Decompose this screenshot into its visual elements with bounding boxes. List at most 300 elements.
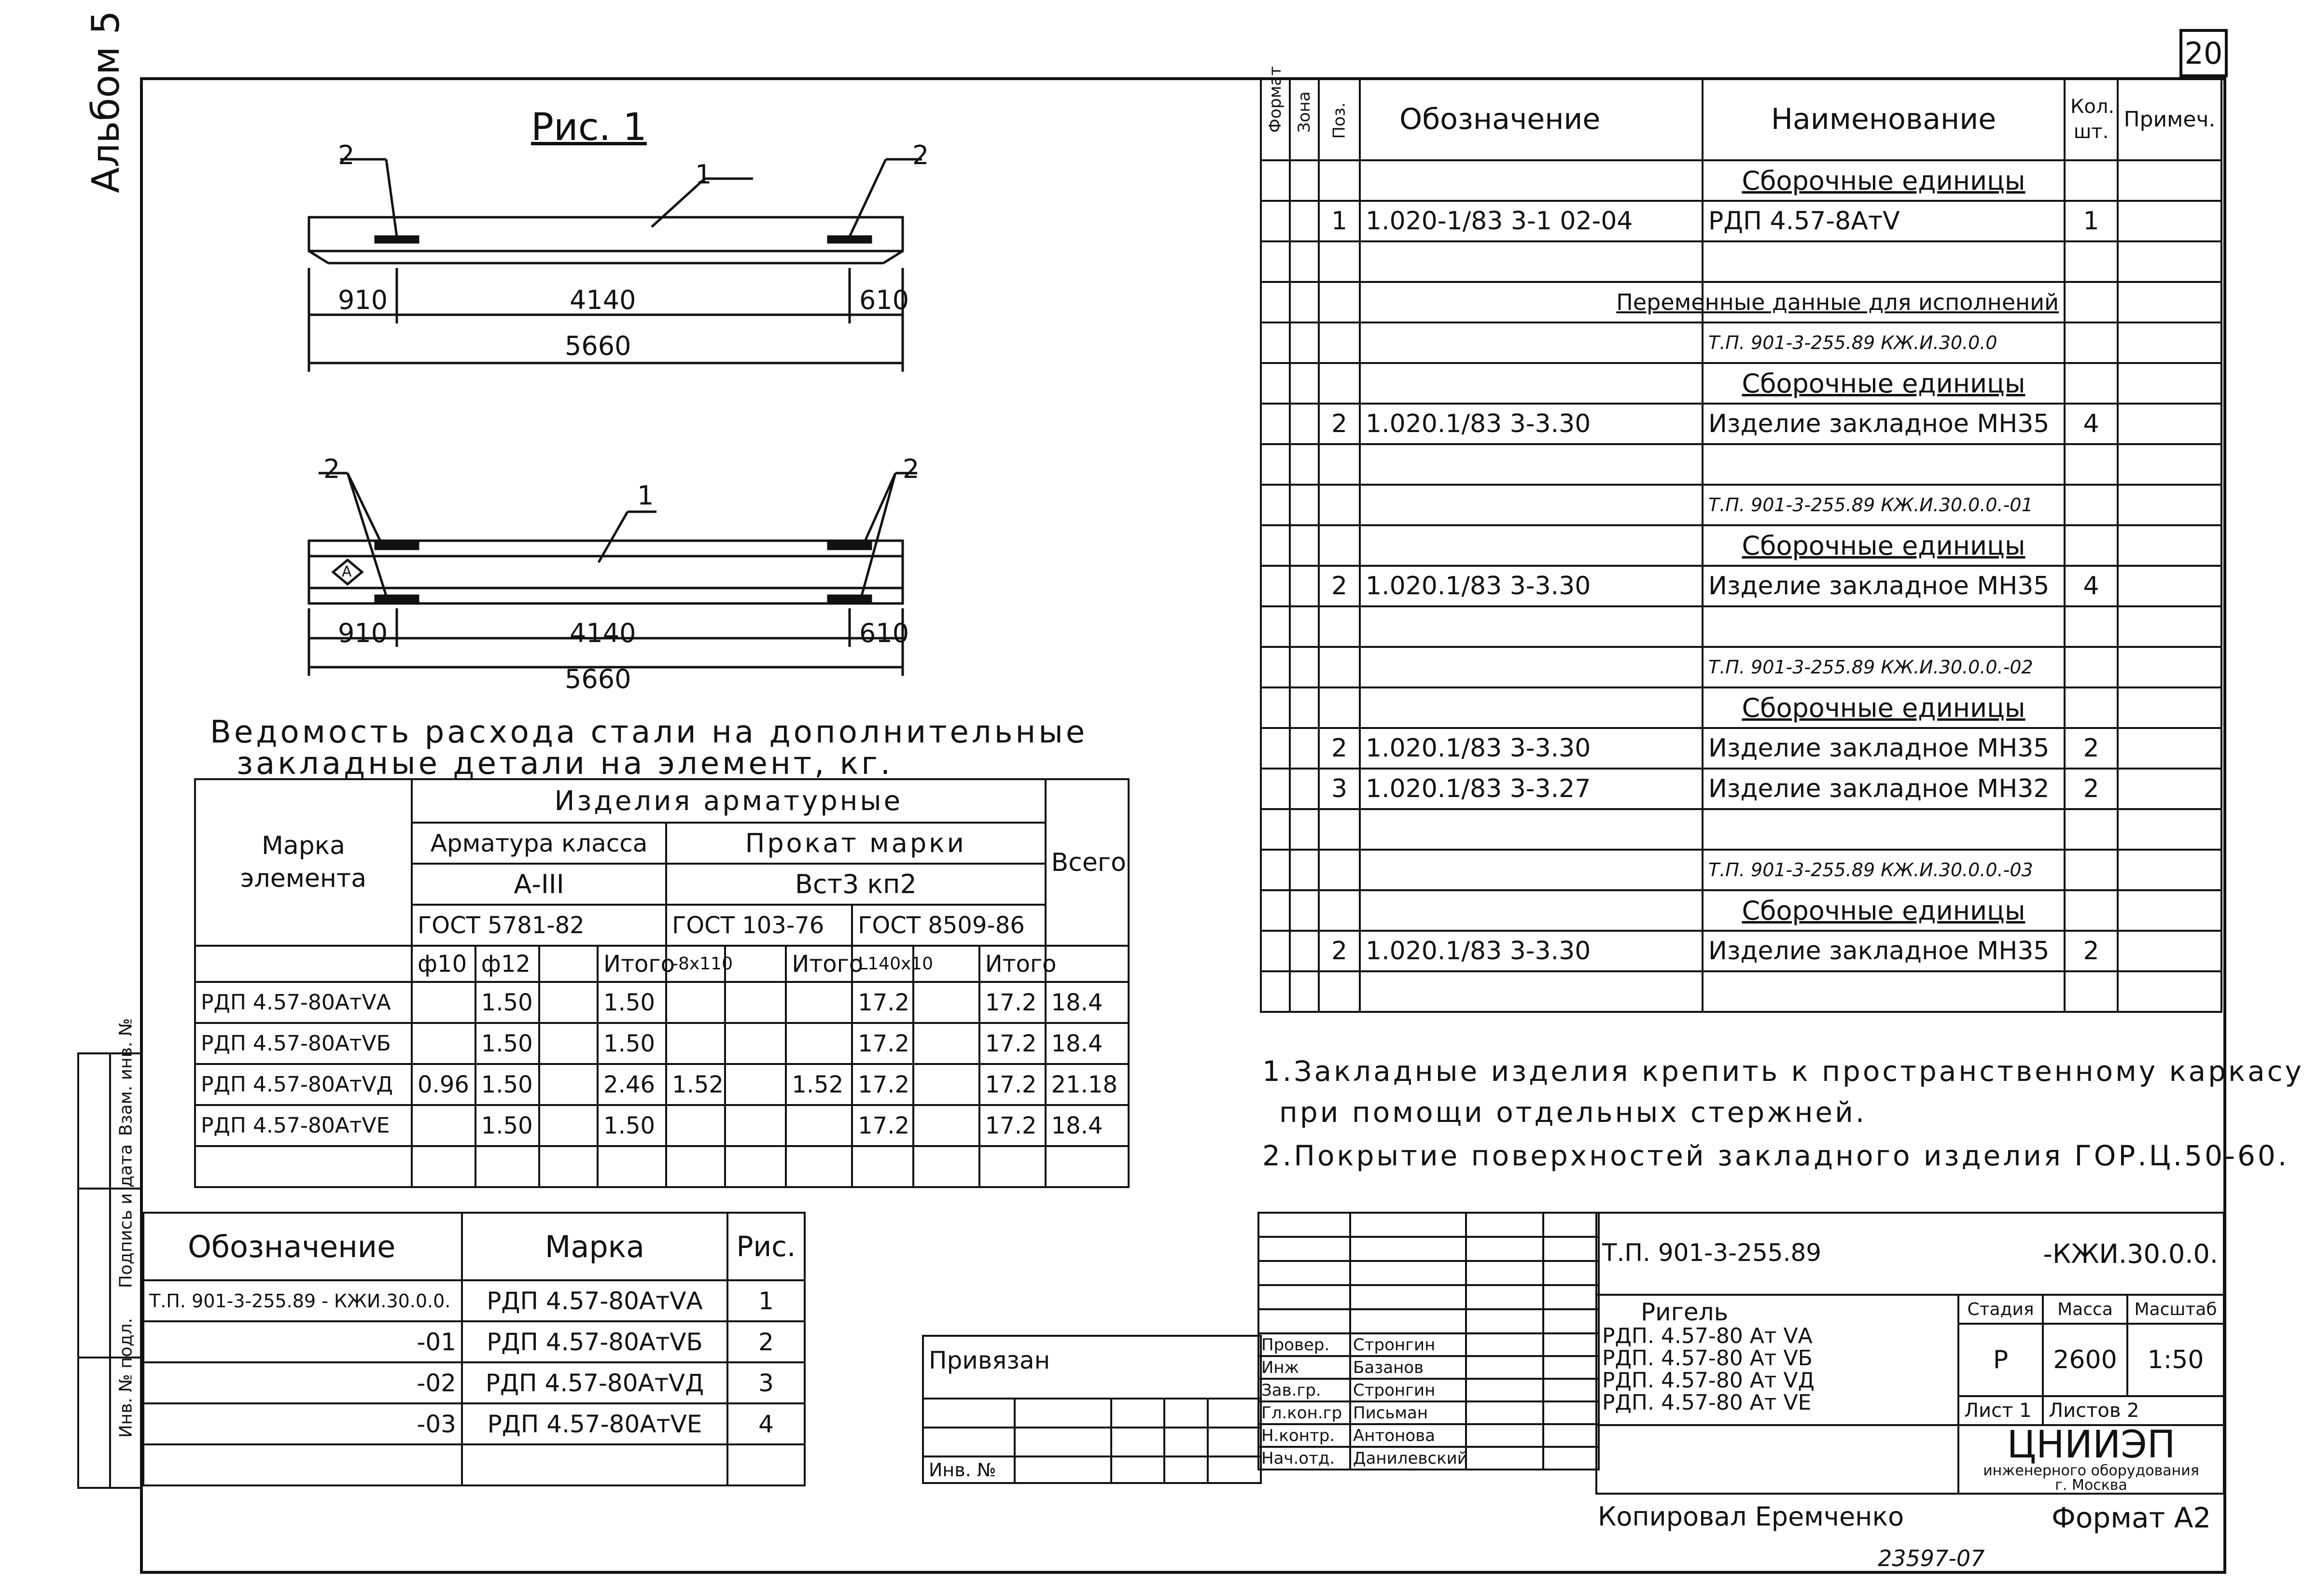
signature-cell: [1543, 1356, 1599, 1379]
steel-cell: 0.96: [412, 1064, 475, 1105]
steel-cell: [725, 1023, 786, 1064]
album-label: Альбом 5: [84, 10, 128, 193]
spec-pos: [1319, 850, 1360, 890]
col-naimenovanie: Наименование: [1703, 78, 2065, 160]
steel-cell: [412, 982, 475, 1023]
signer-name: Данилевский: [1350, 1447, 1466, 1470]
spec-row: [1261, 201, 2221, 241]
prokat-grade: Вст3 кп2: [666, 864, 1046, 905]
steel-cell: [725, 982, 786, 1023]
steel-cell: [412, 1023, 475, 1064]
steel-cell: 17.2: [852, 1064, 913, 1105]
spec-qty: 4: [2065, 566, 2118, 606]
signer-name: Стронгин: [1350, 1379, 1466, 1401]
stage-label: Стадия: [1958, 1295, 2043, 1324]
spec-cell: [2118, 647, 2221, 687]
marks-mark: РДП 4.57-80АтVА: [462, 1280, 727, 1321]
spec-cell: [1261, 404, 1290, 444]
spec-name: Изделие закладное МН35: [1703, 566, 2065, 606]
spec-row: [1261, 647, 2221, 687]
steel-cell: [725, 1064, 786, 1105]
spec-cell: [1261, 444, 1290, 485]
spec-cell: [1290, 525, 1319, 566]
signature-cell: [1543, 1379, 1599, 1401]
mass-value: 2600: [2043, 1324, 2127, 1396]
spec-oboz: 1.020-1/83 3-1 02-04: [1360, 201, 1703, 241]
item-line: РДП. 4.57-80 Ат VД: [1602, 1368, 1815, 1393]
sheet-no: Лист 1: [1958, 1396, 2043, 1425]
signers-table: [1257, 1212, 1600, 1470]
steel-cell: [913, 982, 979, 1023]
marks-oboz: -03: [143, 1403, 462, 1444]
steel-cell: [913, 1023, 979, 1064]
pos-label: 1: [637, 480, 654, 511]
steel-cell: 1.52: [786, 1064, 852, 1105]
spec-row: [1261, 850, 2221, 890]
steel-row-mark: РДП 4.57-80АтVД: [195, 1064, 412, 1105]
spec-name: Изделие закладное МН35: [1703, 404, 2065, 444]
steel-cell: 17.2: [852, 1023, 913, 1064]
doc-suffix: -КЖИ.30.0.0.: [2043, 1238, 2219, 1269]
marks-fig: 2: [727, 1321, 805, 1362]
prokat-gost: ГОСТ 8509-86: [852, 905, 1045, 946]
spec-pos: [1319, 809, 1360, 850]
spec-row: [1261, 687, 2221, 728]
note-2: 2.Покрытие поверхностей закладного изделия ГОР.Ц.50-60.: [1262, 1139, 2290, 1172]
steel-cell: 17.2: [979, 982, 1046, 1023]
spec-row: [1261, 566, 2221, 606]
steel-cell: 17.2: [852, 1105, 913, 1146]
steel-cell: 1.50: [475, 982, 539, 1023]
spec-qty: [2065, 485, 2118, 525]
privyazan-block: [922, 1335, 1262, 1484]
steel-cell: [666, 1146, 725, 1187]
steel-row-mark: РДП 4.57-80АтVБ: [195, 1023, 412, 1064]
spec-cell: [2118, 404, 2221, 444]
spec-qty: [2065, 322, 2118, 363]
spec-pos: 3: [1319, 769, 1360, 809]
spec-oboz: [1360, 606, 1703, 647]
steel-table: [194, 778, 1130, 1188]
spec-name: Переменные данные для исполнений: [1703, 282, 2065, 322]
spec-oboz: [1360, 363, 1703, 404]
signer-row: [1258, 1401, 1599, 1424]
spec-pos: [1319, 160, 1360, 201]
spec-cell: [1261, 647, 1290, 687]
spec-cell: [1290, 322, 1319, 363]
spec-cell: [1290, 931, 1319, 971]
signer-row: [1258, 1333, 1599, 1356]
steel-cell: [913, 1064, 979, 1105]
beam-drawing-plan: [290, 444, 936, 695]
spec-cell: [2118, 363, 2221, 404]
spec-cell: [1261, 201, 1290, 241]
signer-name: Стронгин: [1350, 1333, 1466, 1356]
stage-value: Р: [1958, 1324, 2043, 1396]
spec-oboz: [1360, 890, 1703, 931]
org-sub: инженерного оборудования: [1983, 1462, 2199, 1479]
spec-cell: [1261, 322, 1290, 363]
subheader-cell: -8х110: [666, 946, 725, 982]
spec-oboz: [1360, 809, 1703, 850]
steel-cell: [412, 1105, 475, 1146]
signer-row: [1258, 1447, 1599, 1470]
spec-name: Т.П. 901-3-255.89 КЖ.И.30.0.0: [1703, 322, 2065, 363]
steel-cell: 1.50: [475, 1023, 539, 1064]
spec-cell: [1261, 606, 1290, 647]
armature-class: Арматура класса: [412, 823, 666, 864]
spec-pos: 2: [1319, 404, 1360, 444]
side-stamp-label: Подпись и дата: [115, 1144, 136, 1288]
steel-row: [195, 982, 1129, 1023]
pos-label: 2: [903, 454, 920, 484]
spec-oboz: [1360, 850, 1703, 890]
signer-role: Н.контр.: [1258, 1424, 1350, 1447]
marks-mark: РДП 4.57-80АтVБ: [462, 1321, 727, 1362]
spec-cell: [1261, 241, 1290, 282]
note-1a: 1.Закладные изделия крепить к пространственному каркасу: [1262, 1055, 2304, 1088]
spec-qty: [2065, 850, 2118, 890]
spec-row: [1261, 485, 2221, 525]
section-mark: А: [342, 563, 352, 580]
spec-qty: 4: [2065, 404, 2118, 444]
spec-pos: 2: [1319, 931, 1360, 971]
spec-oboz: [1360, 971, 1703, 1012]
spec-name: [1703, 606, 2065, 647]
inv-no-label: Инв. №: [923, 1456, 1015, 1483]
steel-row-total: 21.18: [1046, 1064, 1129, 1105]
scale-value: 1:50: [2127, 1324, 2224, 1396]
spec-cell: [1290, 850, 1319, 890]
spec-cell: [1261, 525, 1290, 566]
steel-cell: [539, 1023, 598, 1064]
spec-row: [1261, 809, 2221, 850]
steel-cell: [539, 1105, 598, 1146]
spec-cell: [2118, 444, 2221, 485]
steel-row-mark: РДП 4.57-80АтVЕ: [195, 1105, 412, 1146]
spec-name: Сборочные единицы: [1703, 160, 2065, 201]
spec-qty: [2065, 809, 2118, 850]
spec-oboz: 1.020.1/83 3-3.30: [1360, 566, 1703, 606]
spec-pos: 2: [1319, 566, 1360, 606]
spec-row: [1261, 363, 2221, 404]
signer-name: Базанов: [1350, 1356, 1466, 1379]
armature-gost: ГОСТ 5781-82: [412, 905, 666, 946]
spec-cell: [1290, 728, 1319, 769]
doc-code-cell: [1596, 1213, 2224, 1295]
spec-cell: [1290, 444, 1319, 485]
spec-name: Изделие закладное МН32: [1703, 769, 2065, 809]
spec-cell: [2118, 890, 2221, 931]
prokat: Прокат марки: [666, 823, 1046, 864]
format-label: Формат А2: [2052, 1501, 2211, 1534]
archive-number: 23597-07: [1878, 1545, 1985, 1571]
col-zone: Зона: [1290, 78, 1319, 160]
spec-row: [1261, 525, 2221, 566]
signer-row: [1258, 1356, 1599, 1379]
spec-cell: [1261, 850, 1290, 890]
spec-pos: [1319, 525, 1360, 566]
marks-mark: РДП 4.57-80АтVД: [462, 1362, 727, 1403]
col-pos: Поз.: [1319, 78, 1360, 160]
spec-pos: [1319, 890, 1360, 931]
steel-cell: 1.50: [475, 1064, 539, 1105]
doc-code: Т.П. 901-3-255.89: [1602, 1238, 1822, 1267]
spec-cell: [2118, 525, 2221, 566]
subheader-cell: [539, 946, 598, 982]
steel-row-mark: РДП 4.57-80АтVА: [195, 982, 412, 1023]
steel-caption-line2: закладные детали на элемент, кг.: [237, 746, 894, 782]
org-city: г. Москва: [2055, 1477, 2127, 1494]
spec-pos: [1319, 444, 1360, 485]
signature-cell: [1543, 1424, 1599, 1447]
spec-pos: [1319, 687, 1360, 728]
marks-row: [143, 1280, 805, 1321]
mass-label: Масса: [2043, 1295, 2127, 1324]
signature-cell: [1543, 1447, 1599, 1470]
dimension-label: 4140: [570, 285, 636, 315]
spec-cell: [1261, 809, 1290, 850]
spec-oboz: [1360, 160, 1703, 201]
marks-col-mark: Марка: [462, 1213, 727, 1280]
spec-row: [1261, 282, 2221, 322]
spec-qty: [2065, 160, 2118, 201]
spec-cell: [1261, 485, 1290, 525]
spec-cell: [1290, 890, 1319, 931]
spec-cell: [2118, 728, 2221, 769]
signer-row: [1258, 1424, 1599, 1447]
steel-cell: [412, 1146, 475, 1187]
dimension-label: 4140: [570, 618, 636, 648]
steel-cell: [666, 1105, 725, 1146]
signer-row: [1258, 1379, 1599, 1401]
spec-qty: [2065, 282, 2118, 322]
spec-cell: [2118, 160, 2221, 201]
signature-cell: [1543, 1333, 1599, 1356]
marks-col-oboz: Обозначение: [143, 1213, 462, 1280]
signature-cell: [1466, 1447, 1543, 1470]
spec-qty: [2065, 971, 2118, 1012]
dimension-label: 5660: [565, 664, 631, 694]
spec-oboz: [1360, 444, 1703, 485]
spec-cell: [1290, 201, 1319, 241]
spec-cell: [1290, 566, 1319, 606]
subheader-cell: Итого: [979, 946, 1046, 982]
spec-cell: [2118, 566, 2221, 606]
prokat-gost: ГОСТ 103-76: [666, 905, 852, 946]
marks-row: [143, 1321, 805, 1362]
spec-name: Т.П. 901-3-255.89 КЖ.И.30.0.0.-01: [1703, 485, 2065, 525]
spec-name: Изделие закладное МН35: [1703, 728, 2065, 769]
steel-cell: [539, 982, 598, 1023]
spec-qty: 1: [2065, 201, 2118, 241]
spec-pos: [1319, 971, 1360, 1012]
spec-qty: [2065, 241, 2118, 282]
spec-qty: [2065, 687, 2118, 728]
steel-cell: 2.46: [598, 1064, 666, 1105]
spec-cell: [1290, 485, 1319, 525]
steel-cell: [598, 1146, 666, 1187]
steel-row-total: 18.4: [1046, 1023, 1129, 1064]
signature-cell: [1466, 1356, 1543, 1379]
spec-oboz: [1360, 322, 1703, 363]
marks-fig: 4: [727, 1403, 805, 1444]
copied-by: Копировал Еремченко: [1598, 1501, 1904, 1532]
subheader-cell: Итого: [598, 946, 666, 982]
marks-oboz: Т.П. 901-3-255.89 - КЖИ.30.0.0.: [143, 1280, 462, 1321]
col-format: Формат: [1261, 78, 1290, 160]
spec-cell: [1290, 404, 1319, 444]
spec-pos: [1319, 363, 1360, 404]
privyazan-label: Привязан: [923, 1336, 1261, 1399]
dimension-label: 610: [859, 618, 909, 648]
steel-cell: 17.2: [852, 982, 913, 1023]
spec-pos: [1319, 647, 1360, 687]
spec-cell: [1261, 769, 1290, 809]
spec-name: Сборочные единицы: [1703, 525, 2065, 566]
steel-cell: [786, 1105, 852, 1146]
spec-cell: [2118, 850, 2221, 890]
signer-name: Письман: [1350, 1401, 1466, 1424]
signer-role: Зав.гр.: [1258, 1379, 1350, 1401]
steel-cell: [475, 1146, 539, 1187]
signature-cell: [1466, 1379, 1543, 1401]
steel-row: [195, 1146, 1129, 1187]
spec-oboz: [1360, 647, 1703, 687]
marks-mark: РДП 4.57-80АтVЕ: [462, 1403, 727, 1444]
spec-cell: [1261, 566, 1290, 606]
spec-name: Изделие закладное МН35: [1703, 931, 2065, 971]
page-number: 20: [2179, 29, 2228, 77]
spec-qty: [2065, 606, 2118, 647]
spec-name: [1703, 809, 2065, 850]
item-name: Ригель: [1641, 1298, 1729, 1326]
spec-cell: [1290, 971, 1319, 1012]
spec-cell: [1290, 363, 1319, 404]
spec-cell: [1261, 931, 1290, 971]
spec-cell: [1290, 687, 1319, 728]
scale-label: Масштаб: [2127, 1295, 2224, 1324]
spec-name: [1703, 444, 2065, 485]
spec-name: Сборочные единицы: [1703, 363, 2065, 404]
spec-qty: 2: [2065, 931, 2118, 971]
subheader-cell: L140х10: [852, 946, 913, 982]
steel-row: [195, 1064, 1129, 1105]
spec-pos: [1319, 322, 1360, 363]
steel-cell: [539, 1064, 598, 1105]
spec-cell: [1261, 282, 1290, 322]
spec-name: Сборочные единицы: [1703, 890, 2065, 931]
signature-cell: [1466, 1401, 1543, 1424]
steel-cell: [666, 982, 725, 1023]
dimension-label: 910: [338, 285, 388, 315]
item-line: РДП. 4.57-80 Ат VБ: [1602, 1345, 1813, 1371]
spec-pos: [1319, 282, 1360, 322]
spec-row: [1261, 606, 2221, 647]
signer-name: Антонова: [1350, 1424, 1466, 1447]
spec-qty: [2065, 363, 2118, 404]
spec-cell: [1290, 769, 1319, 809]
signer-role: Гл.кон.гр: [1258, 1401, 1350, 1424]
marks-oboz: -01: [143, 1321, 462, 1362]
spec-cell: [2118, 687, 2221, 728]
steel-row: [195, 1105, 1129, 1146]
spec-pos: 1: [1319, 201, 1360, 241]
sheet-count: Листов 2: [2043, 1396, 2224, 1425]
steel-cell: [725, 1146, 786, 1187]
col-total: Всего: [1046, 779, 1129, 946]
col-oboznachenie: Обозначение: [1360, 78, 1703, 160]
steel-cell: 1.50: [598, 982, 666, 1023]
steel-row-mark: [195, 1146, 412, 1187]
signature-cell: [1466, 1333, 1543, 1356]
spec-row: [1261, 404, 2221, 444]
item-line: РДП. 4.57-80 Ат VЕ: [1602, 1390, 1812, 1415]
signature-cell: [1543, 1401, 1599, 1424]
org-cell: [1958, 1425, 2224, 1494]
spec-cell: [1261, 728, 1290, 769]
steel-row-total: [1046, 1146, 1129, 1187]
steel-cell: [725, 1105, 786, 1146]
pos-label: 2: [323, 454, 340, 484]
spec-name: Т.П. 901-3-255.89 КЖ.И.30.0.0.-02: [1703, 647, 2065, 687]
spec-row: [1261, 890, 2221, 931]
spec-cell: [1261, 971, 1290, 1012]
marks-oboz: -02: [143, 1362, 462, 1403]
subheader-cell: [725, 946, 786, 982]
steel-cell: 1.52: [666, 1064, 725, 1105]
spec-row: [1261, 241, 2221, 282]
spec-oboz: 1.020.1/83 3-3.27: [1360, 769, 1703, 809]
signature-cell: [1466, 1424, 1543, 1447]
spec-row: [1261, 971, 2221, 1012]
side-stamp-cell: [78, 1053, 110, 1189]
marks-col-fig: Рис.: [727, 1213, 805, 1280]
spec-cell: [2118, 606, 2221, 647]
spec-cell: [1290, 160, 1319, 201]
col-qty: Кол. шт.: [2065, 78, 2118, 160]
header-main: Изделия арматурные: [412, 779, 1046, 823]
marks-table: [142, 1212, 806, 1486]
spec-cell: [1261, 890, 1290, 931]
spec-cell: [1290, 606, 1319, 647]
spec-qty: [2065, 890, 2118, 931]
spec-qty: 2: [2065, 728, 2118, 769]
spec-row: [1261, 769, 2221, 809]
signer-role: Нач.отд.: [1258, 1447, 1350, 1470]
side-stamp: [77, 1018, 142, 1489]
spec-cell: [2118, 769, 2221, 809]
spec-name: [1703, 971, 2065, 1012]
subheader-cell: ф10: [412, 946, 475, 982]
spec-oboz: [1360, 687, 1703, 728]
steel-row: [195, 1023, 1129, 1064]
spec-cell: [2118, 322, 2221, 363]
steel-cell: [913, 1105, 979, 1146]
spec-row: [1261, 322, 2221, 363]
spec-qty: [2065, 444, 2118, 485]
subheader-row: [195, 946, 1129, 982]
steel-cell: [786, 982, 852, 1023]
spec-pos: 2: [1319, 728, 1360, 769]
steel-cell: [913, 1146, 979, 1187]
spec-pos: [1319, 485, 1360, 525]
spec-cell: [2118, 282, 2221, 322]
spec-oboz: 1.020.1/83 3-3.30: [1360, 728, 1703, 769]
dimension-label: 5660: [565, 331, 631, 361]
spec-cell: [1261, 363, 1290, 404]
spec-row: [1261, 160, 2221, 201]
